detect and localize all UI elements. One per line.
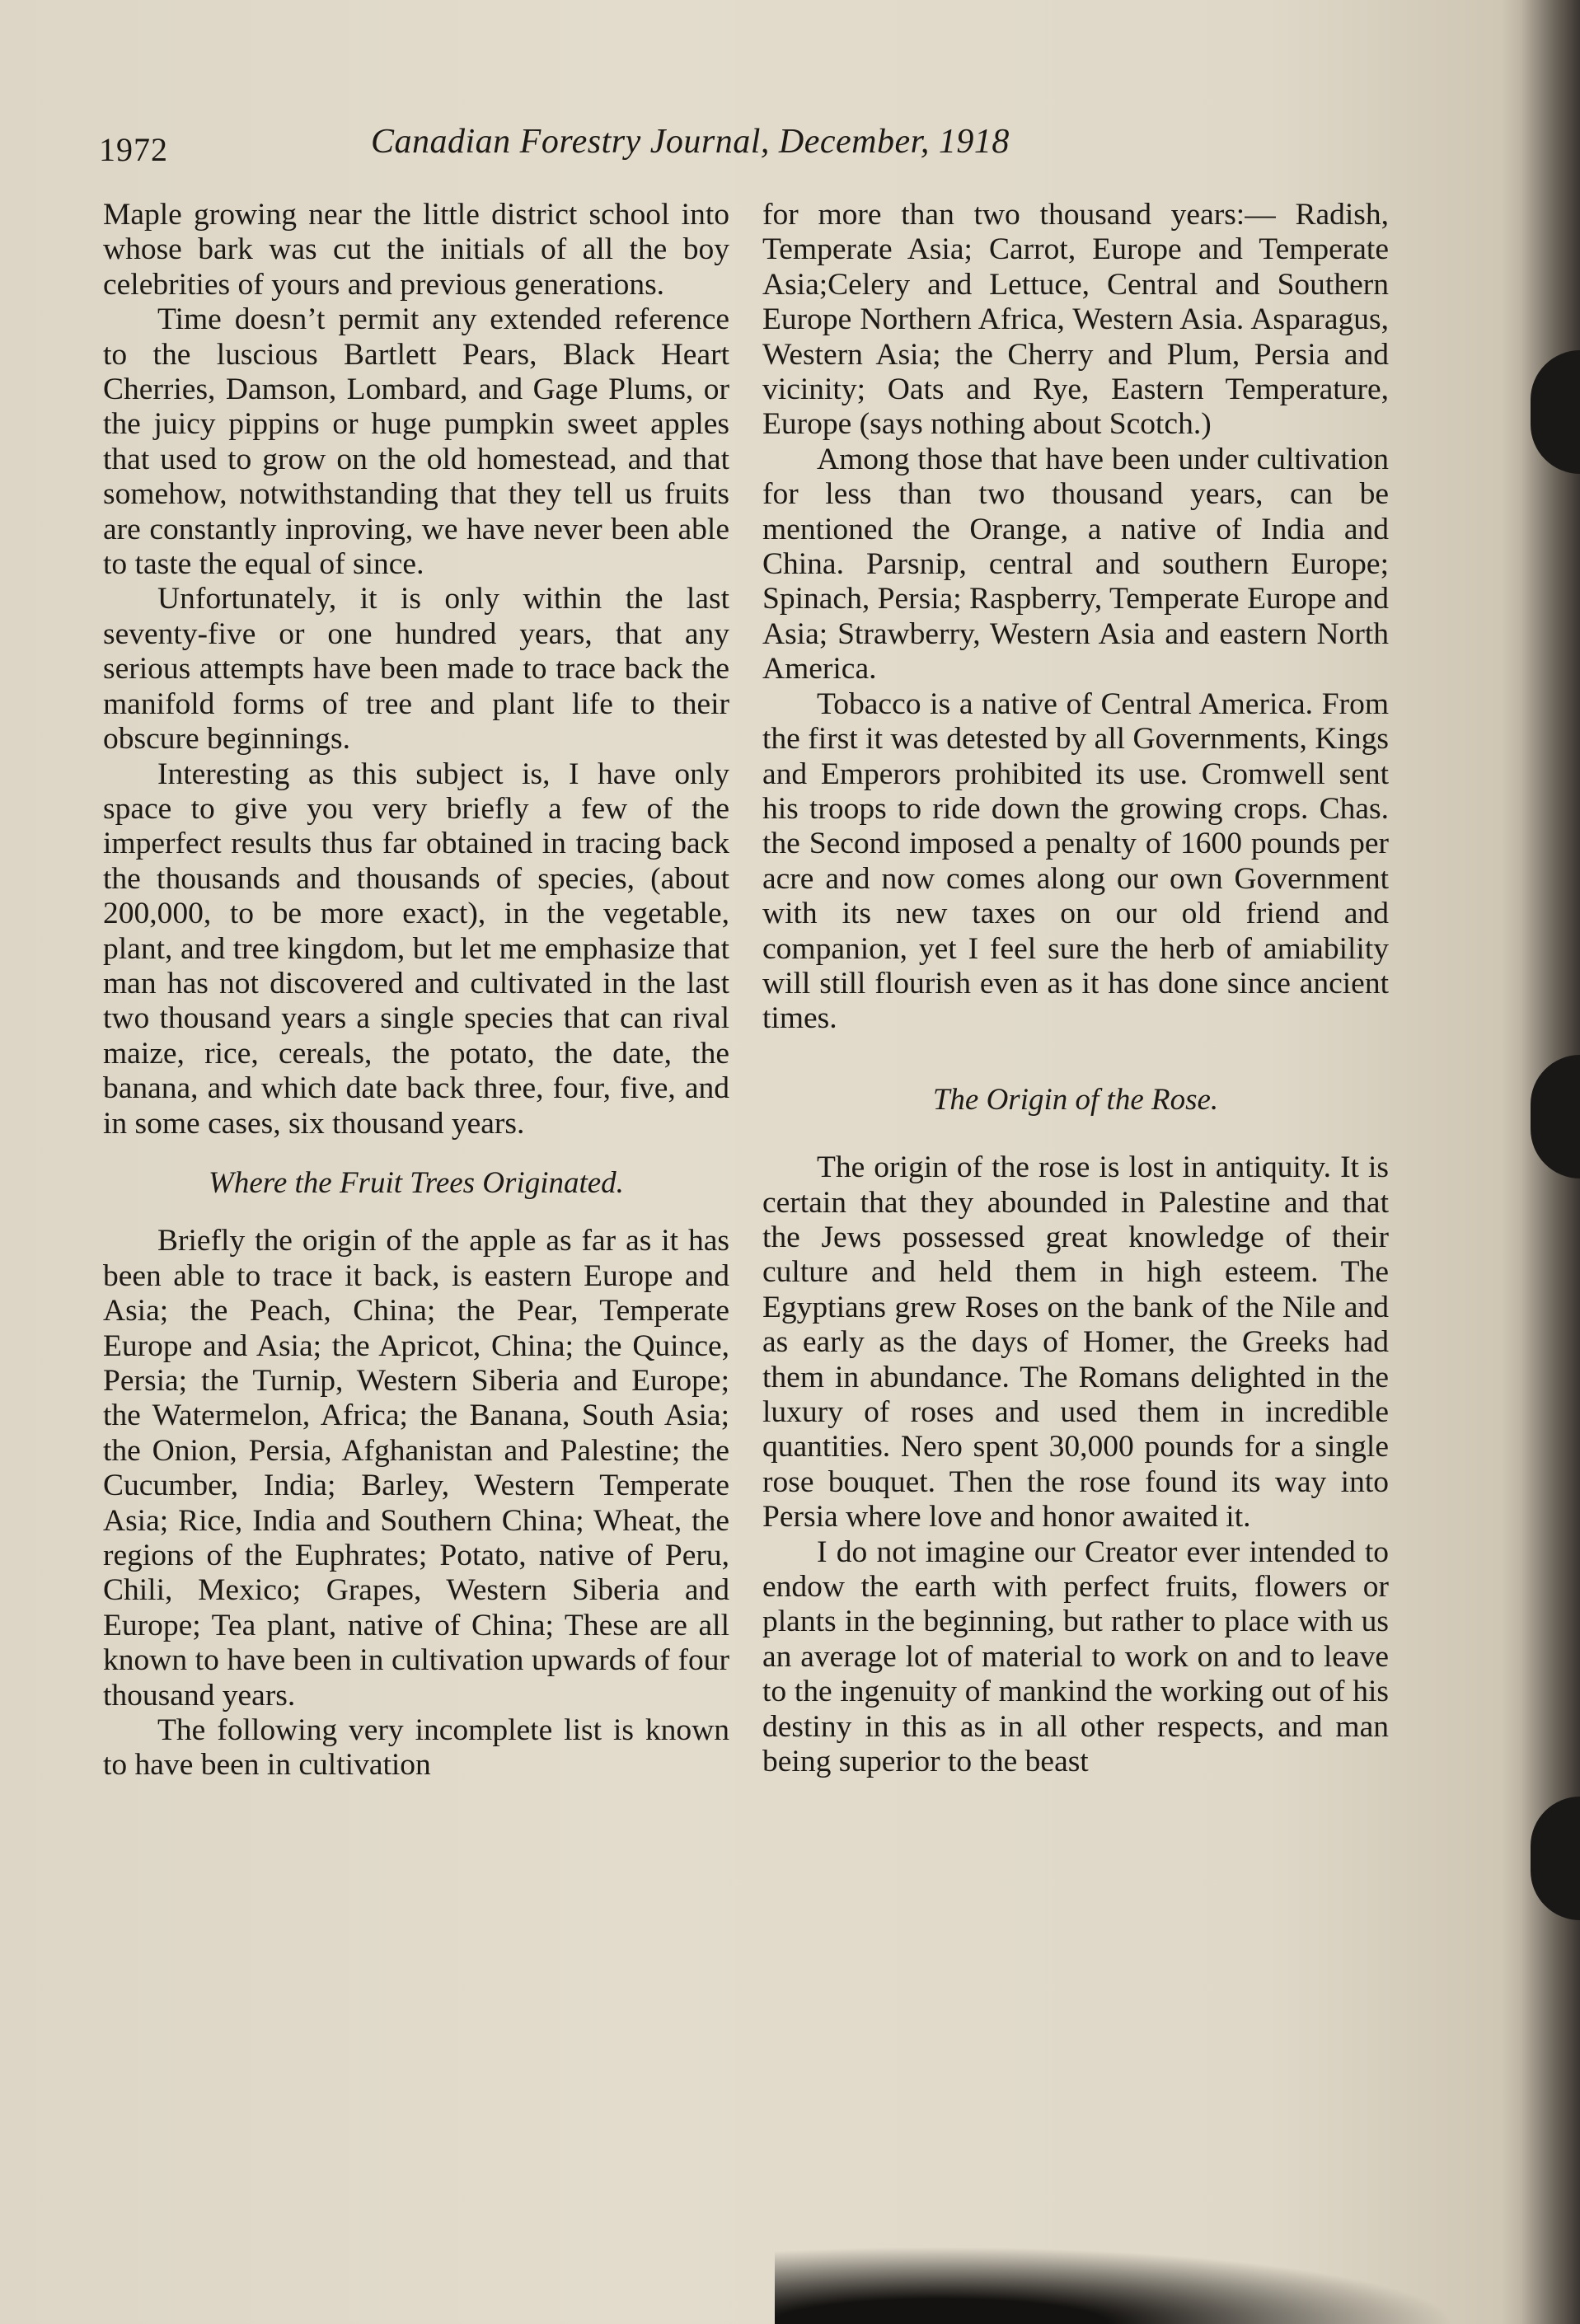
- bottom-shadow: [775, 2225, 1580, 2324]
- left-paragraph-5: Briefly the origin of the apple as far as it has been able to trace it back, is eastern Europe and Asia; the Peach, China; the Pear, Temperate Europe and Asia; the Apricot, China; the Quince, Persia; the Turnip, Western Siberia and Europe; the Watermelon, Africa; the Banana, South Asia; the Onion, Persia, Afghanistan and Palestine; the Cucumber, India; Barley, Western Temperate Asia; Rice, India and Southern China; Wheat, the regions of the Euphrates; Potato, native of Peru, Chili, Mexico; Grapes, Western Siberia and Europe; Tea plant, native of China; These are all known to have been in cultivation upwards of four thousand years.: [103, 1224, 729, 1713]
- left-paragraph-1: Maple growing near the little district school into whose bark was cut the initials of all the boy celebrities of yours and previous generations.: [103, 198, 729, 302]
- right-paragraph-5: I do not imagine our Creator ever intended to endow the earth with perfect fruits, flowers or plants in the beginning, but rather to place with us an average lot of material to work on and to leave to the ingenuity of mankind the working out of his destiny in this as in all other respects, and man being superior to the beast: [762, 1534, 1389, 1779]
- right-paragraph-4: The origin of the rose is lost in antiquity. It is certain that they abounded in Palestine and that the Jews possessed great knowledge of their culture and held them in high esteem. The Egyptians grew Roses on the bank of the Nile and as early as the days of Homer, the Greeks had them in abundance. The Romans delighted in the luxury of roses and used them in incredible quantities. Nero spent 30,000 pounds for a single rose bouquet. Then the rose found its way into Persia where love and honor awaited it.: [762, 1150, 1389, 1534]
- section-heading-fruit-trees: Where the Fruit Trees Originated.: [209, 1165, 624, 1200]
- right-paragraph-3: Tobacco is a native of Central America. From the first it was detested by all Governments, Kings and Emperors prohibited its use. Cromwell sent his troops to ride down the growing crops. Chas. the Second imposed a penalty of 1600 pounds per acre and now comes along our own Government with its new taxes on our old friend and companion, yet I feel sure the herb of amiability will still flourish even as it has done since ancient times.: [762, 686, 1389, 1036]
- left-paragraph-4: Interesting as this subject is, I have only space to give you very briefly a few of the imperfect results thus far obtained in tracing back the thousands and thousands of species, (about 200,000, to be more exact), in the vegetable, plant, and tree kingdom, but let me emphasize that man has not discovered and cultivated in the last two thousand years a single species that can rival maize, rice, cereals, the potato, the date, the banana, and which date back three, four, five, and in some cases, six thousand years.: [103, 757, 729, 1141]
- right-paragraph-2: Among those that have been under cultivation for less than two thousand years, can be mentioned the Orange, a native of India and China. Parsnip, central and southern Europe; Spinach, Persia; Raspberry, Temperate Europe and Asia; Strawberry, Western Asia and eastern North America.: [762, 442, 1389, 686]
- left-paragraph-3: Unfortunately, it is only within the last seventy-five or one hundred years, that any serious attempts have been made to trace back the manifold forms of tree and plant life to their obscure beginnings.: [103, 582, 729, 757]
- left-column: [103, 198, 729, 1783]
- left-paragraph-2: Time doesn’t permit any extended reference to the luscious Bartlett Pears, Black Heart Cherries, Damson, Lombard, and Gage Plums, or the juicy pippins or huge pumpkin sweet apples that used to grow on the old homestead, and that somehow, notwithstanding that they tell us fruits are constantly inproving, we have never been able to taste the equal of since.: [103, 302, 729, 582]
- right-paragraph-1: for more than two thousand years:— Radish, Temperate Asia; Carrot, Europe and Temperate Asia;Celery and Lettuce, Central and Southern Europe Northern Africa, Western Asia. Asparagus, Western Asia; the Cherry and Plum, Persia and vicinity; Oats and Rye, Eastern Temperature, Europe (says nothing about Scotch.): [762, 198, 1389, 442]
- running-title: Canadian Forestry Journal, December, 1918: [371, 123, 1010, 161]
- right-column: [762, 198, 1389, 1779]
- page-number: 1972: [99, 131, 168, 168]
- section-heading-rose: The Origin of the Rose.: [932, 1082, 1219, 1117]
- page-header: [99, 122, 1121, 171]
- left-paragraph-6: The following very incomplete list is known to have been in cultivation: [103, 1713, 729, 1783]
